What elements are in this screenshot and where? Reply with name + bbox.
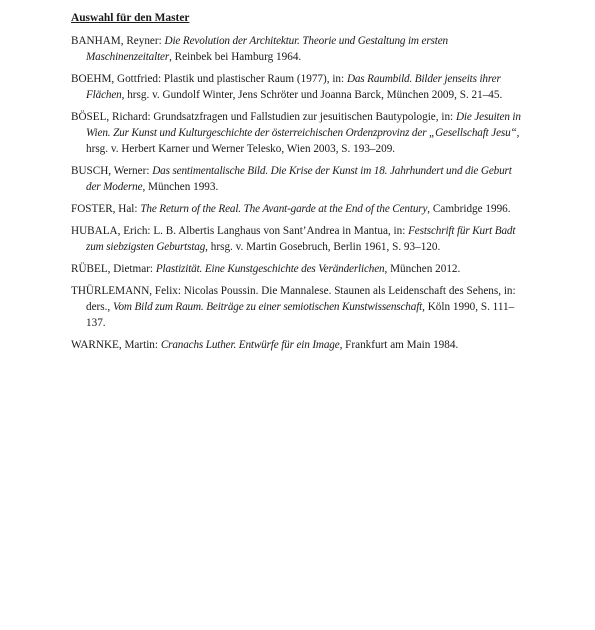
bibliography-entry	[71, 261, 526, 277]
bibliography-entry	[71, 33, 526, 65]
bibliography-page	[71, 10, 526, 359]
entry-publication: , hrsg. v. Gundolf Winter, Jens Schröter und Joanna Barck, München 2009, S. 21–45.	[121, 89, 503, 101]
entry-publication: , München 2012.	[384, 263, 461, 275]
entry-author: FOSTER, Hal:	[71, 203, 141, 215]
entry-publication: , hrsg. v. Martin Gosebruch, Berlin 1961, S. 93–120.	[205, 241, 441, 253]
entry-title: Plastizität. Eine Kunstgeschichte des Veränderlichen	[155, 263, 385, 275]
entry-title: Die Revolution der Architektur. Theorie und Gestaltung im ersten Maschinenzeitalter	[86, 35, 448, 63]
entry-publication: , Reinbek bei Hamburg 1964.	[169, 51, 302, 63]
entry-author: BÖSEL, Richard: Grundsatzfragen und Fallstudien zur jesuitischen Bautypologie, in:	[71, 111, 456, 123]
bibliography-entry	[71, 71, 526, 103]
entry-title: Vom Bild zum Raum. Beiträge zu einer semiotischen Kunstwissenschaft	[113, 301, 423, 313]
entry-title: The Return of the Real. The Avant-garde at the End of the Century	[140, 203, 428, 215]
entry-publication: , Frankfurt am Main 1984.	[339, 339, 459, 351]
entry-author: BANHAM, Reyner:	[71, 35, 165, 47]
bibliography-entry	[71, 109, 526, 157]
entry-publication: , Cambridge 1996.	[427, 203, 511, 215]
entry-author: BUSCH, Werner:	[71, 165, 153, 177]
entry-author: BOEHM, Gottfried: Plastik und plastischer Raum (1977), in:	[71, 73, 347, 85]
entry-publication: , Köln 1990, S. 111–137.	[86, 301, 515, 329]
bibliography-entry	[71, 201, 526, 217]
entry-publication: , hrsg. v. Herbert Karner und Werner Telesko, Wien 2003, S. 193–209.	[86, 127, 520, 155]
entry-publication: , München 1993.	[142, 181, 219, 193]
entry-author: HUBALA, Erich: L. B. Albertis Langhaus von Sant’Andrea in Mantua, in:	[71, 225, 409, 237]
entry-title: Festschrift für Kurt Badt zum siebzigsten Geburtstag	[86, 225, 516, 253]
entry-author: RÜBEL, Dietmar:	[71, 263, 156, 275]
entry-title: Das sentimentalische Bild. Die Krise der Kunst im 18. Jahrhundert und die Geburt der Moderne	[86, 165, 512, 193]
entry-title: Das Raumbild. Bilder jenseits ihrer Flächen	[86, 73, 501, 101]
entry-title: Die Jesuiten in Wien. Zur Kunst und Kulturgeschichte der österreichischen Ordenzprovinz der „Gesellschaft Jesu“	[86, 111, 521, 139]
bibliography-entry	[71, 163, 526, 195]
bibliography-entry	[71, 283, 526, 331]
entry-author: THÜRLEMANN, Felix: Nicolas Poussin. Die Mannalese. Staunen als Leidenschaft des Sehens, in: ders.,	[71, 285, 516, 313]
entry-title: Cranachs Luther. Entwürfe für ein Image	[160, 339, 340, 351]
bibliography-entry	[71, 337, 526, 353]
bibliography-entry	[71, 223, 526, 255]
section-heading: Auswahl für den Master	[71, 12, 190, 24]
entry-author: WARNKE, Martin:	[71, 339, 161, 351]
